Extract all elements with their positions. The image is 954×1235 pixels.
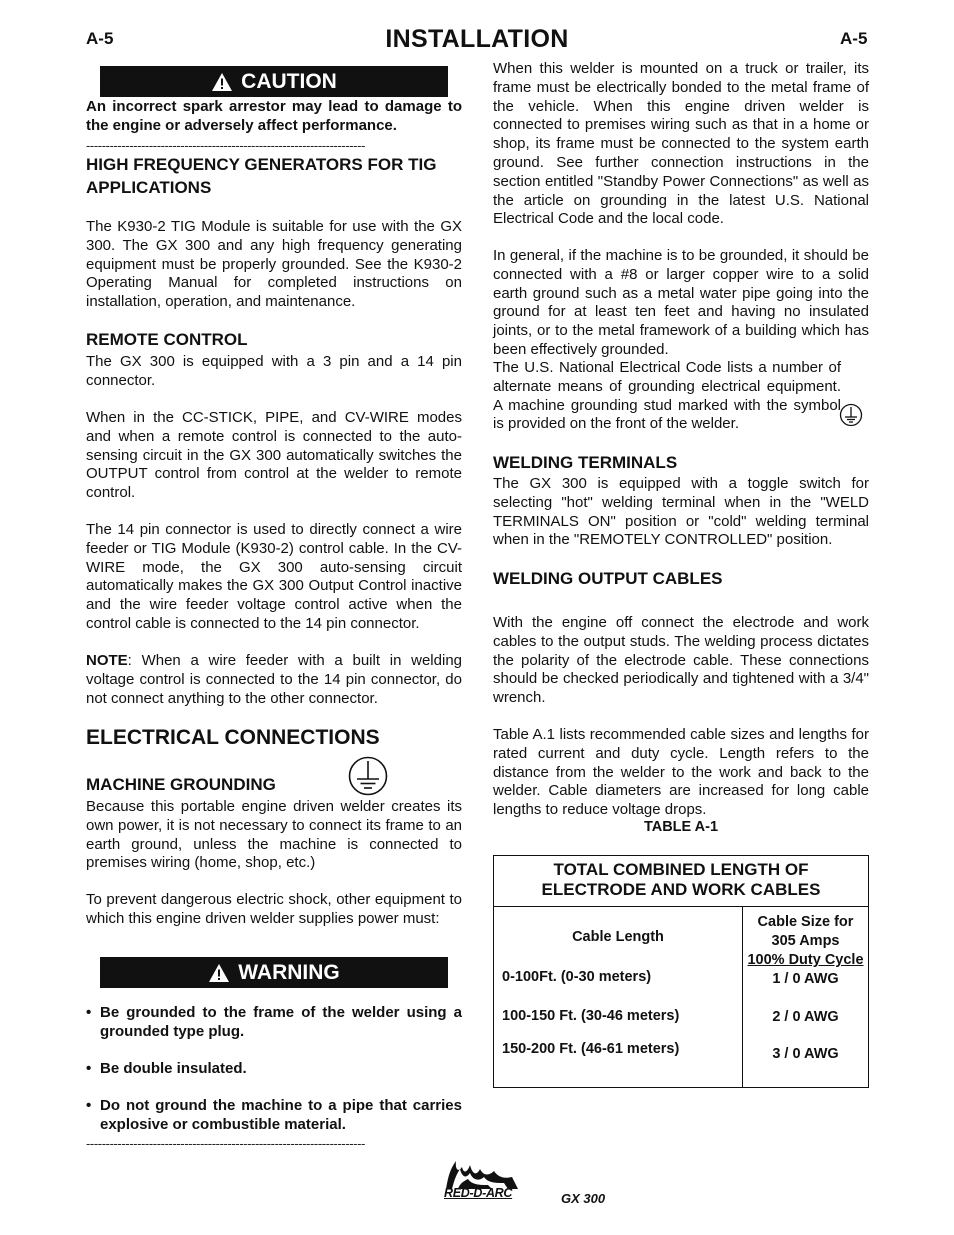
- caution-label: CAUTION: [241, 69, 337, 93]
- ground-symbol-icon: [348, 756, 388, 796]
- warning-triangle-icon: [208, 963, 230, 983]
- output-cables-p1: With the engine off connect the electrode and work cables to the output studs. The welding process dictates the polarity of the electrode cable. These connections should be checked periodically and tightened with a 3/4" wrench.: [493, 614, 869, 707]
- caution-body: An incorrect spark arrestor may lead to damage to the engine or adversely affect performance.: [86, 98, 462, 134]
- grounding-p2: To prevent dangerous electric shock, other equipment to which this engine driven welder supplies power must:: [86, 891, 462, 927]
- warning-bullet-text: Be double insulated.: [100, 1060, 247, 1077]
- warning-bullet: • Do not ground the machine to a pipe that carries explosive or combustible material.: [86, 1097, 462, 1133]
- hf-generators-heading: HIGH FREQUENCY GENERATORS FOR TIG APPLICATIONS: [86, 155, 437, 197]
- table-cell-length: 0-100Ft. (0-30 meters): [502, 969, 652, 985]
- separator-line: -----------------------------------------------------------------------: [86, 139, 365, 153]
- table-header: TOTAL COMBINED LENGTH OF ELECTRODE AND WORK CABLES: [494, 856, 869, 907]
- page-number-right: A-5: [840, 29, 868, 48]
- warning-banner: [100, 957, 448, 988]
- remote-control-p3: The 14 pin connector is used to directly connect a wire feeder or TIG Module (K930-2) control cable. In the CV-WIRE mode, the GX 300 auto-sensing circuit automatically makes the GX 300 Output Control inactive and the wire feeder voltage control active when the control cable is connected to the 14 pin connector.: [86, 521, 462, 632]
- page-number-left: A-5: [86, 29, 114, 48]
- logo-text: RED-D-ARC: [444, 1186, 513, 1200]
- warning-label: WARNING: [238, 960, 340, 984]
- page-title: INSTALLATION: [385, 25, 569, 53]
- remote-control-note: [86, 652, 462, 708]
- note-text: : When a wire feeder with a built in welding voltage control is connected to the 14 pin connector, do not connect anything to the other connector.: [86, 652, 462, 707]
- warning-bullet-list: [86, 1004, 462, 1042]
- ground-symbol-icon: [839, 403, 863, 427]
- note-label: NOTE: [86, 652, 128, 669]
- remote-control-p2: When in the CC-STICK, PIPE, and CV-WIRE modes and when a remote control is connected to the auto-sensing circuit in the GX 300 automatically switches the OUTPUT control from control at the welder to remote control.: [86, 409, 462, 502]
- grounding-vehicle-paragraph: When this welder is mounted on a truck or trailer, its frame must be electrically bonded to the metal frame of the vehicle. When this engine driven welder is connected to premises wiring such as that in a home or shop, its frame must be connected to the system earth ground. See further connection instructions in the section entitled "Standby Power Connections" as well as the article on grounding in the latest U.S. National Electrical Code and the local code.: [493, 60, 869, 228]
- grounding-p1: Because this portable engine driven welder creates its own power, it is not necessary to connect its frame to an earth ground, unless the machine is connected to premises wiring (home, shop, etc.): [86, 798, 462, 872]
- warning-bullet-text: Be grounded to the frame of the welder using a grounded type plug.: [100, 1004, 462, 1040]
- caution-text: [86, 98, 462, 136]
- machine-grounding-heading: MACHINE GROUNDING: [86, 775, 276, 794]
- col-header-amps: 305 Amps: [771, 933, 840, 949]
- warning-triangle-icon: [211, 72, 233, 92]
- col-header-cable-length: Cable Length: [572, 929, 664, 945]
- warning-bullet-list: [86, 1097, 462, 1135]
- warning-bullet: • Be grounded to the frame of the welder using a grounded type plug.: [86, 1004, 462, 1040]
- welding-terminals-heading: WELDING TERMINALS: [493, 453, 678, 472]
- col-header-duty-cycle: 100% Duty Cycle: [747, 952, 864, 968]
- footer-model: GX 300: [561, 1191, 606, 1206]
- table-cell-length: 100-150 Ft. (30-46 meters): [502, 1008, 680, 1024]
- table-caption: TABLE A-1: [643, 819, 719, 835]
- hf-generators-body: The K930-2 TIG Module is suitable for use with the GX 300. The GX 300 and any high frequency generating equipment must be properly grounded. See the K930-2 Operating Manual for completed instructions on installation, operation, and maintenance.: [86, 218, 462, 311]
- warning-bullet-list: [86, 1060, 462, 1079]
- remote-control-heading: REMOTE CONTROL: [86, 330, 248, 349]
- output-cables-p2: Table A.1 lists recommended cable sizes and lengths for rated current and duty cycle. Length refers to the distance from the welder to the work and back to the welder. Cable diameters are increased for long cable lengths to reduce voltage drops.: [493, 726, 869, 819]
- table-cell-size: 2 / 0 AWG: [772, 1009, 839, 1025]
- red-d-arc-logo: [440, 1155, 524, 1205]
- remote-control-p1: The GX 300 is equipped with a 3 pin and a 14 pin connector.: [86, 353, 462, 389]
- separator-line: -----------------------------------------------------------------------: [86, 1137, 365, 1151]
- welding-terminals-body: The GX 300 is equipped with a toggle switch for selecting "hot" welding terminal when in the "WELD TERMINALS ON" position or "cold" welding terminal when in the "REMOTELY CONTROLLED" position.: [493, 475, 869, 549]
- table-cell-size: 1 / 0 AWG: [772, 971, 839, 987]
- warning-bullet: • Be double insulated.: [86, 1060, 462, 1079]
- table-cell-length: 150-200 Ft. (46-61 meters): [502, 1041, 680, 1057]
- cable-size-table: [493, 855, 869, 1088]
- warning-bullet-text: Do not ground the machine to a pipe that carries explosive or combustible material.: [100, 1097, 462, 1133]
- welding-output-cables-heading: WELDING OUTPUT CABLES: [493, 569, 723, 588]
- table-cell-size: 3 / 0 AWG: [772, 1046, 839, 1062]
- grounding-general-paragraph: In general, if the machine is to be grounded, it should be connected with a #8 or larger copper wire to a solid earth ground such as a metal water pipe going into the ground for at least ten feet and having no insulated joints, or to the metal framework of a building which has been effectively grounded.: [493, 247, 869, 358]
- cable-size-column: [743, 907, 869, 1088]
- electrical-connections-heading: ELECTRICAL CONNECTIONS: [86, 726, 380, 749]
- caution-banner: [100, 66, 448, 97]
- cable-length-column: [494, 907, 743, 1088]
- grounding-nec-paragraph: The U.S. National Electrical Code lists a number of alternate means of grounding electrical equipment. A machine grounding stud marked with the symbol is provided on the front of the welder.: [493, 359, 841, 433]
- col-header-cable-size: Cable Size for: [757, 914, 854, 930]
